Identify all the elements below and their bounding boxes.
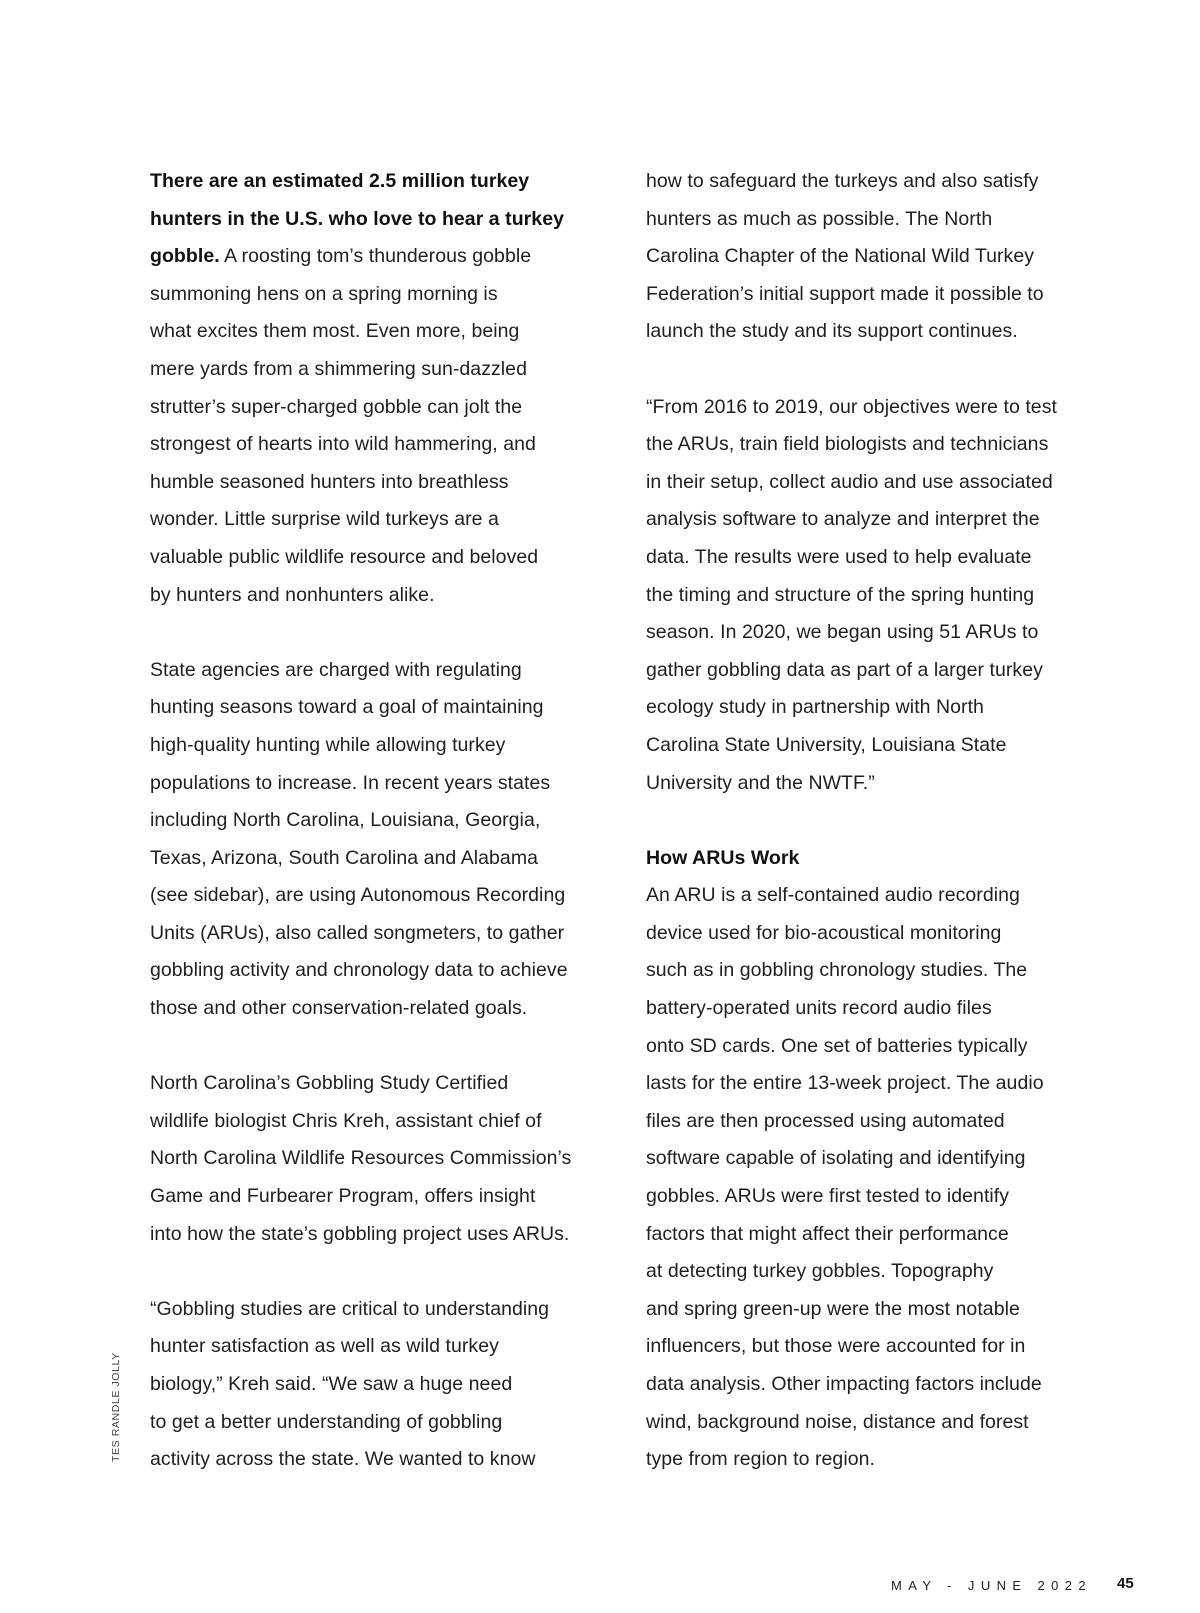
text-line: such as in gobbling chronology studies. The bbox=[646, 959, 1028, 982]
text-line: Federation’s initial support made it possible to bbox=[646, 282, 1044, 305]
text-line: data. The results were used to help evaluate bbox=[646, 545, 1032, 568]
text-line: Game and Furbearer Program, offers insight bbox=[150, 1185, 536, 1208]
text-line: gobbling activity and chronology data to achieve bbox=[150, 959, 568, 982]
text-line: “Gobbling studies are critical to understanding bbox=[150, 1297, 550, 1320]
text-line: Units (ARUs), also called songmeters, to gather bbox=[150, 921, 565, 944]
text-line: mere yards from a shimmering sun-dazzled bbox=[150, 357, 527, 380]
text-line: valuable public wildlife resource and beloved bbox=[150, 545, 539, 568]
text-line: Texas, Arizona, South Carolina and Alabama bbox=[150, 846, 539, 869]
text-line: season. In 2020, we began using 51 ARUs to bbox=[646, 621, 1039, 644]
text-line: strongest of hearts into wild hammering, and bbox=[150, 433, 536, 456]
text-line: lasts for the entire 13-week project. The audio bbox=[646, 1072, 1044, 1095]
text-line: (see sidebar), are using Autonomous Recording bbox=[150, 884, 566, 907]
text-line: summoning hens on a spring morning is bbox=[150, 282, 498, 305]
text-line: what excites them most. Even more, being bbox=[150, 320, 520, 343]
text-line: influencers, but those were accounted for in bbox=[646, 1335, 1026, 1358]
objectives-paragraph bbox=[646, 389, 1096, 803]
text-line: high-quality hunting while allowing turkey bbox=[150, 733, 506, 756]
text-line: Carolina State University, Louisiana State bbox=[646, 733, 1007, 756]
kreh-quote-paragraph bbox=[150, 1291, 600, 1479]
text-line: hunter satisfaction as well as wild turkey bbox=[150, 1335, 499, 1358]
text-line: An ARU is a self-contained audio recording bbox=[646, 884, 1020, 907]
text-line: into how the state’s gobbling project uses ARUs. bbox=[150, 1222, 570, 1245]
text-line: University and the NWTF.” bbox=[646, 771, 875, 794]
text-line: the ARUs, train field biologists and technicians bbox=[646, 433, 1049, 456]
lead-bold-tail: gobble. bbox=[150, 245, 220, 268]
text-line: those and other conservation-related goals. bbox=[150, 997, 528, 1020]
quote-continuation-paragraph bbox=[646, 163, 1096, 351]
intro-paragraph bbox=[150, 163, 600, 614]
text-line: device used for bio-acoustical monitoring bbox=[646, 921, 1002, 944]
right-column bbox=[646, 163, 1096, 1479]
text-line: strutter’s super-charged gobble can jolt the bbox=[150, 395, 523, 418]
paragraph-gap bbox=[646, 351, 1096, 389]
text-line: wonder. Little surprise wild turkeys are a bbox=[150, 508, 499, 531]
text-line: “From 2016 to 2019, our objectives were to test bbox=[646, 395, 1057, 418]
text-line: type from region to region. bbox=[646, 1448, 875, 1471]
text-line: populations to increase. In recent years states bbox=[150, 771, 551, 794]
text-line: activity across the state. We wanted to know bbox=[150, 1448, 536, 1471]
paragraph-gap bbox=[150, 614, 600, 652]
text-line: biology,” Kreh said. “We saw a huge need bbox=[150, 1373, 513, 1395]
text-line: how to safeguard the turkeys and also satisfy bbox=[646, 170, 1039, 192]
text-line: to get a better understanding of gobbling bbox=[150, 1410, 503, 1433]
state-agencies-paragraph bbox=[150, 652, 600, 1028]
text-line: files are then processed using automated bbox=[646, 1109, 1005, 1132]
how-arus-work-paragraph bbox=[646, 877, 1096, 1479]
photo-credit: TES RANDLE JOLLY bbox=[110, 1352, 122, 1462]
text-line: hunting seasons toward a goal of maintaining bbox=[150, 696, 544, 719]
lead-line-3-rest: A roosting tom’s thunderous gobble bbox=[219, 245, 532, 268]
text-line: including North Carolina, Louisiana, Georgia, bbox=[150, 809, 541, 832]
text-line: North Carolina Wildlife Resources Commission’s bbox=[150, 1147, 572, 1170]
text-line: by hunters and nonhunters alike. bbox=[150, 583, 435, 606]
text-line: North Carolina’s Gobbling Study Certified bbox=[150, 1072, 509, 1095]
lead-line-2: hunters in the U.S. who love to hear a turkey bbox=[150, 207, 564, 230]
text-line: gobbles. ARUs were first tested to identify bbox=[646, 1185, 1010, 1208]
lead-line-1: There are an estimated 2.5 million turkey bbox=[150, 170, 530, 192]
lead-line-3 bbox=[150, 238, 600, 276]
paragraph-gap bbox=[150, 1253, 600, 1291]
text-line: launch the study and its support continues. bbox=[646, 320, 1018, 343]
text-line: at detecting turkey gobbles. Topography bbox=[646, 1260, 994, 1283]
text-line: battery-operated units record audio files bbox=[646, 997, 992, 1020]
text-line: hunters as much as possible. The North bbox=[646, 207, 993, 230]
text-line: wind, background noise, distance and forest bbox=[646, 1410, 1029, 1433]
text-line: software capable of isolating and identifying bbox=[646, 1147, 1026, 1170]
text-line: gather gobbling data as part of a larger turkey bbox=[646, 658, 1043, 681]
paragraph-gap bbox=[646, 802, 1096, 840]
text-line: and spring green-up were the most notable bbox=[646, 1297, 1020, 1320]
paragraph-gap bbox=[150, 1028, 600, 1066]
page-number: 45 bbox=[1117, 1575, 1134, 1592]
issue-date: MAY - JUNE 2022 bbox=[891, 1578, 1093, 1593]
gobbling-study-paragraph bbox=[150, 1065, 600, 1253]
section-heading: How ARUs Work bbox=[646, 846, 800, 869]
text-line: ecology study in partnership with North bbox=[646, 696, 984, 719]
text-line: Carolina Chapter of the National Wild Turkey bbox=[646, 245, 1035, 268]
text-line: factors that might affect their performance bbox=[646, 1222, 1009, 1245]
text-line: in their setup, collect audio and use associated bbox=[646, 470, 1053, 493]
text-line: analysis software to analyze and interpret the bbox=[646, 508, 1040, 531]
text-line: onto SD cards. One set of batteries typically bbox=[646, 1034, 1028, 1057]
text-line: humble seasoned hunters into breathless bbox=[150, 470, 509, 493]
text-line: the timing and structure of the spring hunting bbox=[646, 583, 1035, 606]
left-column bbox=[150, 163, 600, 1479]
text-line: data analysis. Other impacting factors include bbox=[646, 1373, 1042, 1395]
text-line: State agencies are charged with regulating bbox=[150, 658, 522, 681]
text-line: wildlife biologist Chris Kreh, assistant chief of bbox=[150, 1109, 542, 1132]
